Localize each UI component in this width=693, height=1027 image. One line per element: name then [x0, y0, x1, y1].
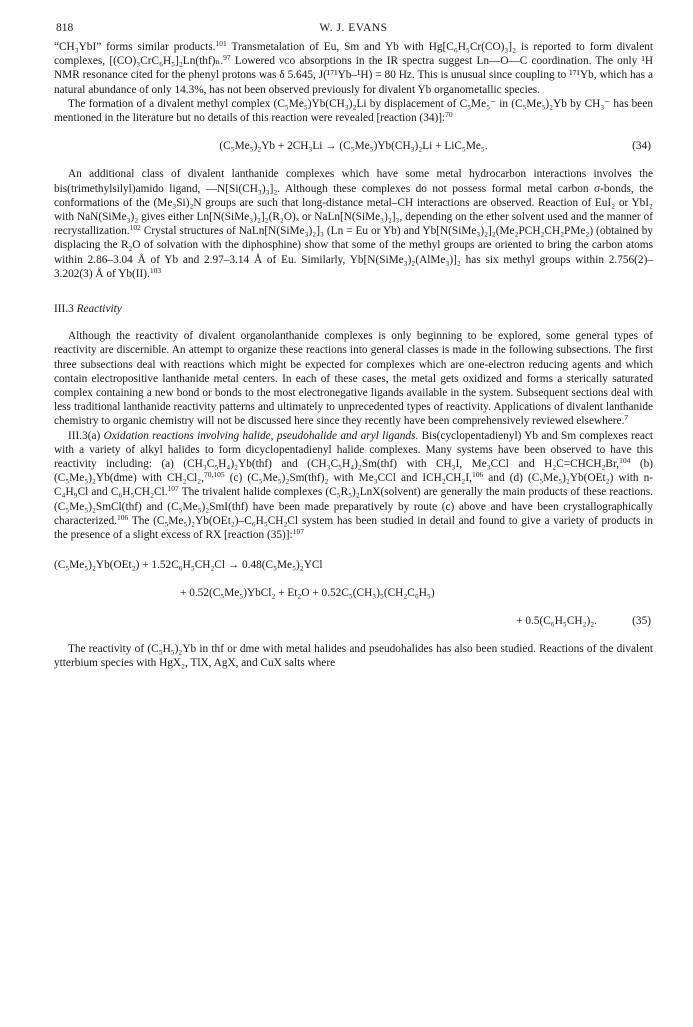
paragraph-transmetalation: “CH₃YbI” forms similar products.$^{101}$ Transmetalation of Eu, Sm and Yb with Hg[C₆H₅Cr(CO)₃]₂ is reported to form divalent complexes, [(CO)₃CrC₆H₅]₂Ln(thf)ₙ.$^{97}$ Lowered νᴄᴏ absorptions in the IR spectra suggest Ln—O—C coordination. The only ¹H NMR resonance cited for the phenyl protons was δ 5.645, J(¹⁷¹Yb–¹H) = 80 Hz. This is unusual since coupling to ¹⁷¹Yb, which has a natural abundance of only 14.3%, has not been observed previously for divalent Yb organometallic species.: [54, 39, 654, 96]
equation-35-line-1: (C₅Me₅)₂Yb(OEt₂) + 1.52C₆H₅CH₂Cl → 0.48(C₅Me₅)₂YCl: [54, 559, 323, 572]
journal-page: [54, 22, 653, 671]
citation: 97: [223, 53, 231, 63]
paragraph-methyl-complex: The formation of a divalent methyl complex (C₅Me₅)Yb(CH₃)₂Li by displacement of C₅Me₅⁻ in (C₅Me₅)₂Yb by CH₃⁻ has been mentioned in the literature but no details of this reaction were revealed [reaction (34)]:$^{70}$: [54, 97, 653, 125]
citation: 70: [445, 110, 453, 120]
equation-35-line-3: + 0.5(C₆H₅CH₂)₂.: [516, 615, 597, 628]
citation: 7: [624, 413, 629, 423]
citation: 102: [129, 223, 141, 233]
running-author: W. J. EVANS: [319, 22, 388, 34]
equation-34-number: (34): [632, 140, 651, 153]
subsection-label: III.3(a): [68, 429, 101, 442]
equation-35-number: (35): [632, 615, 651, 628]
citation: 107: [292, 527, 304, 537]
section-heading-reactivity: [54, 302, 653, 316]
section-title: Reactivity: [76, 303, 122, 316]
citation: 107: [167, 484, 179, 494]
citation: 106: [471, 470, 484, 480]
paragraph-metal-halides: The reactivity of (C₅H₅)₂Yb in thf or dme with metal halides and pseudohalides has also been studied. Reactions of the divalent ytterbium species with HgX₂, TlX, AgX, and CuX salts where: [54, 643, 653, 670]
paragraph-reactivity-intro: Although the reactivity of divalent organolanthanide complexes is only beginning to be explored, some general types of reactivity are discernible. An attempt to organize these reactions into general classes is made in the following subsections. The first three subsections deal with reactions which might be expected for complexes which are one-electron reducing agents and which contain electropositive lanthanide metal centers. In each of these cases, the metal gets oxidized and forms a sterically saturated complex containing a new bond or bonds to the most electronegative ligands available in the system. Subsequent sections deal with less traditional lanthanide reactivity patterns and ultimately to unprecedented types of reactivity. Applications of divalent lanthanide chemistry to organic chemistry will not be discussed here since they recently have been comprehensively reviewed elsewhere.$^7$: [54, 330, 653, 428]
running-header: [54, 22, 653, 40]
equation-35-line-2: + 0.52(C₅Me₅)YbCl₂ + Et₂O + 0.52C₅(CH₃)₅(CH₂C₆H₅): [180, 587, 435, 600]
citation: 104: [619, 456, 631, 466]
equation-35: [54, 558, 653, 628]
paragraph-oxidation-reactions: III.3(a) Oxidation reactions involving halide, pseudohalide and aryl ligands. Bis(cyclopentadienyl) Yb and Sm complexes react with a variety of alkyl halides to form dicyclopentadienyl halide complexes. Many systems have been observed to have this reactivity including: (a) (CH₃C₅H₄)₂Yb(thf) and (CH₃C₅H₄)₂Sm(thf) with CH₃I, Me₃CCl and H₂C=CHCH₂Br,$^{104}$ (b) (C₅Me₅)₂Yb(dme) with CH₂Cl₂,$^{70,105}$ (c) (C₅Me₅)₂Sm(thf)₂ with Me₃CCl and ICH₂CH₂I,$^{106}$ and (d) (C₅Me₅)₂Yb(OEt₂) with n-C₄H₉Cl and C₆H₅CH₂Cl.$^{107}$ The trivalent halide complexes (C₅R₅)₂LnX(solvent) are generally the main products of these reactions. (C₅Me₅)₂SmCl(thf) and (C₅Me₅)₂SmI(thf) have been made preparatively by route (c) above and have been crystallographically characterized.$^{106}$ The (C₅Me₅)₂Yb(OEt₂)–C₆H₅CH₂Cl system has been studied in detail and found to give a variety of products in the presence of a slight excess of RX [reaction (35)]:$^{107}$: [54, 429, 654, 542]
citation: 70,105: [204, 470, 225, 480]
citation: 106: [117, 512, 129, 522]
page-number: 818: [56, 22, 74, 34]
equation-34: [54, 139, 653, 153]
subsection-title: Oxidation reactions involving halide, pseudohalide and aryl ligands.: [103, 429, 419, 442]
citation: 101: [215, 39, 227, 48]
equation-34-body: (C₅Me₅)₂Yb + 2CH₃Li → (C₅Me₅)Yb(CH₃)₂Li + LiC₅Me₅.: [219, 140, 488, 153]
paragraph-amido-ligand: An additional class of divalent lanthanide complexes which have some metal hydrocarbon interactions involves the bis(trimethylsilyl)amido ligand, —N[Si(CH₃)₃]₂. Although these complexes do not possess formal metal carbon σ-bonds, the conformations of the (Me₃Si)₂N groups are such that long-distance metal–CH interactions are observed. Reaction of EuI₂ or YbI₂ with NaN(SiMe₃)₂ gives either Ln[N(SiMe₃)₂]₂(R₂O)ₓ or NaLn[N(SiMe₃)₂]₃, depending on the ether solvent used and the manner of recrystallization.$^{102}$ Crystal structures of NaLn[N(SiMe₃)₂]₃ (Ln = Eu or Yb) and Yb[N(SiMe₃)₂]₂(Me₂PCH₂CH₂PMe₂) (obtained by displacing the R₂O of solvation with the diphosphine) show that some of the methyl groups are oriented to bring the carbon atoms within 2.86–3.04 Å of Yb and 2.97–3.14 Å of Eu. Similarly, Yb[N(SiMe₃)₂(AlMe₃)]₂ has six methyl groups within 2.756(2)–3.202(3) Å of Yb(II).$^{103}$: [54, 168, 653, 280]
section-number: III.3: [54, 303, 74, 316]
citation: 103: [149, 265, 162, 275]
